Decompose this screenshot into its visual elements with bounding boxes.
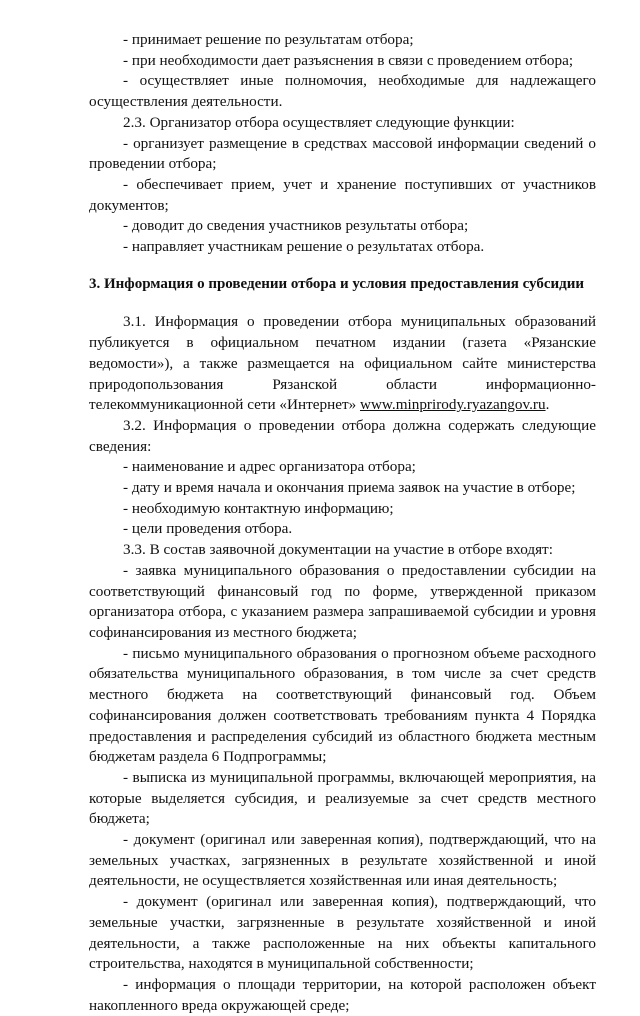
clause-3-2: 3.2. Информация о проведении отбора должна содержать следующие сведения:: [89, 416, 596, 455]
list-item: - информация о площади территории, на которой расположен объект накопленного вреда окружающей среде;: [89, 975, 596, 1014]
list-item: - необходимую контактную информацию;: [123, 499, 394, 517]
list-item: - осуществляет иные полномочия, необходимые для надлежащего осуществления деятельности.: [89, 72, 596, 111]
clause-2-3: 2.3. Организатор отбора осуществляет следующие функции:: [123, 113, 515, 131]
list-item: - цели проведения отбора.: [123, 520, 293, 538]
website-link[interactable]: www.minprirody.ryazangov.ru: [359, 396, 546, 414]
list-item: - наименование и адрес организатора отбора;: [123, 458, 416, 476]
list-item: - организует размещение в средствах массовой информации сведений о проведении отбора;: [89, 134, 596, 173]
list-item: - документ (оригинал или заверенная копия), подтверждающий, что земельные участки, загрязненные в результате хозяйственной и иной деятельности, а также расположенные на них объекты капитального строительства, находятся в муниципальной собственности;: [89, 893, 596, 973]
list-item: - доводит до сведения участников результаты отбора;: [123, 217, 469, 235]
list-item: - при необходимости дает разъяснения в связи с проведением отбора;: [123, 51, 574, 69]
section-3-heading: 3. Информация о проведении отбора и условия предоставления субсидии: [89, 275, 585, 292]
list-item: - принимает решение по результатам отбора;: [123, 31, 414, 48]
clause-3-3: 3.3. В состав заявочной документации на участие в отборе входят:: [123, 541, 553, 559]
list-item: - дату и время начала и окончания приема заявок на участие в отборе;: [123, 479, 576, 497]
document-body: [89, 30, 596, 1016]
list-item: - письмо муниципального образования о прогнозном объеме расходного обязательства муниципального образования, в том числе за счет средств местного бюджета на соответствующий финансовый год. Объем софинансирования должен соответствовать требованиям пункта 4 Порядка предоставления и распределения субсидий из областного бюджета местным бюджетам раздела 6 Подпрограммы;: [89, 644, 596, 766]
clause-3-1-text: 3.1. Информация о проведении отбора муниципальных образований публикуется в официальном печатном издании (газета «Рязанские ведомости»), а также размещается на официальном сайте министерства природопользования Рязанской области информационно-телекоммуникационной сети «Интернет»: [89, 313, 596, 414]
list-item: - обеспечивает прием, учет и хранение поступивших от участников документов;: [89, 175, 596, 214]
list-item: - направляет участникам решение о результатах отбора.: [123, 238, 485, 256]
clause-3-1-end: .: [545, 396, 550, 414]
list-item: - заявка муниципального образования о предоставлении субсидии на соответствующий финансовый год по форме, утвержденной приказом организатора отбора, с указанием размера запрашиваемой субсидии и уровня софинансирования из местного бюджета;: [89, 561, 596, 641]
list-item: - документ (оригинал или заверенная копия), подтверждающий, что на земельных участках, загрязненных в результате хозяйственной и иной деятельности, не осуществляется хозяйственная или иная деятельность;: [89, 831, 596, 890]
clause-3-1: [89, 312, 596, 416]
list-item: - выписка из муниципальной программы, включающей мероприятия, на которые выделяется субсидия, и реализуемые за счет средств местного бюджета;: [89, 768, 596, 828]
